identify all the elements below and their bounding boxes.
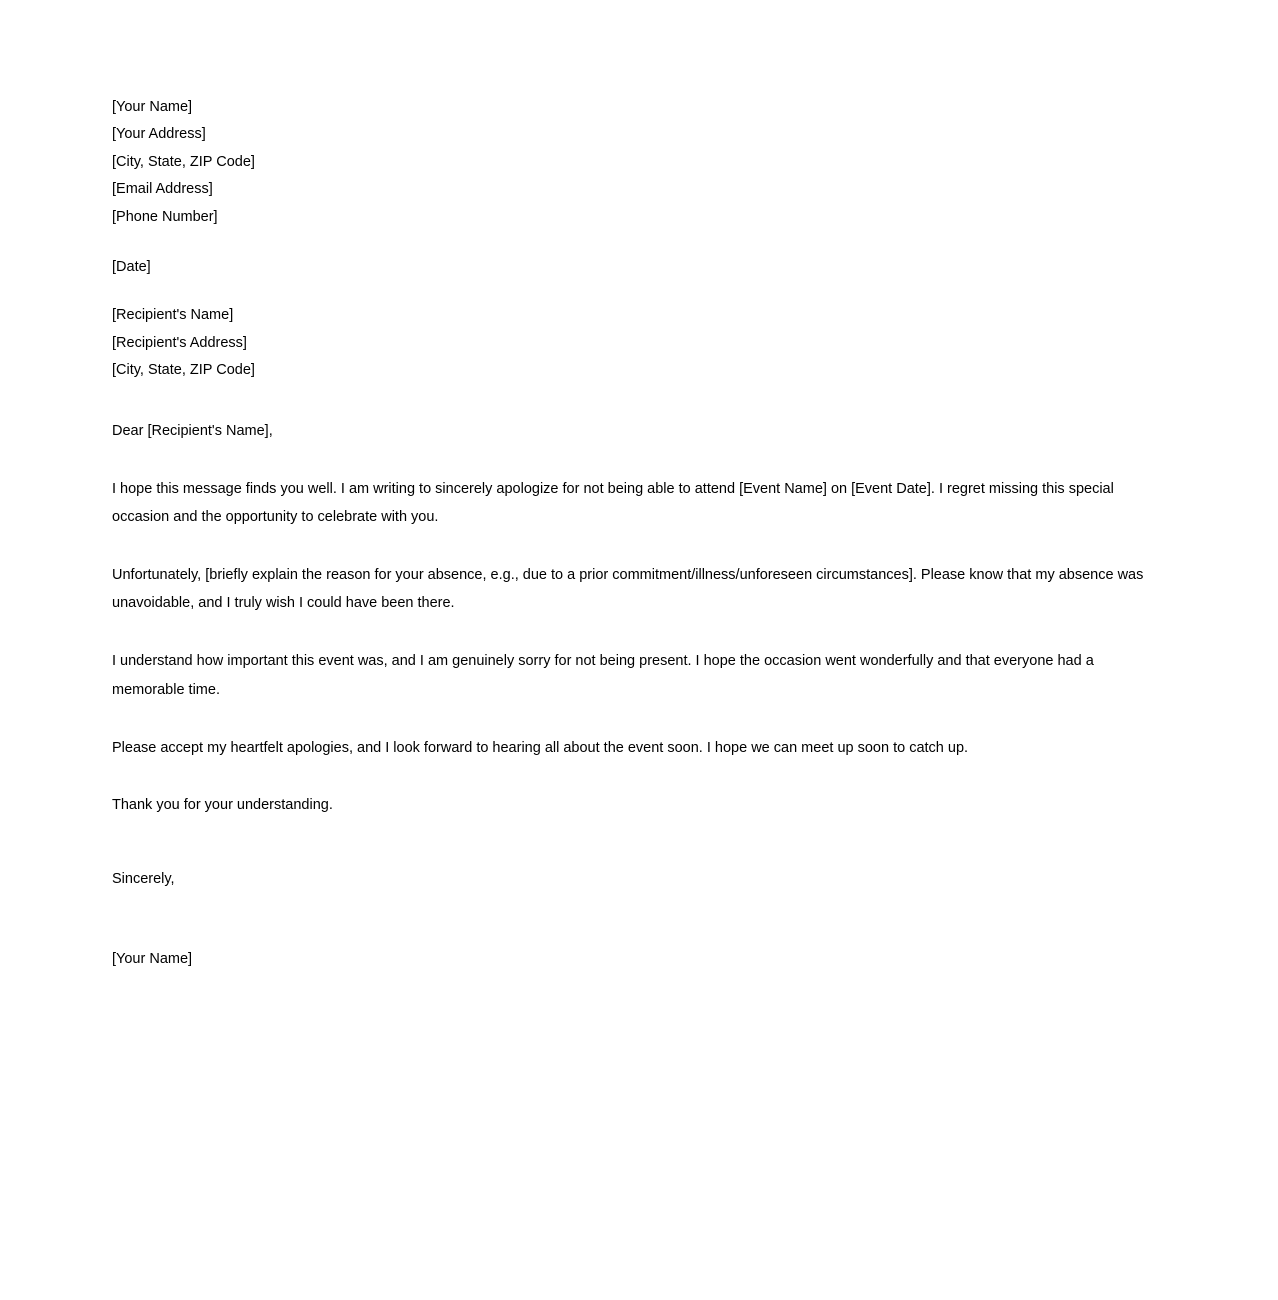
recipient-city-state-zip: [City, State, ZIP Code] (112, 362, 255, 379)
body-paragraph-3: I understand how important this event was, and I am genuinely sorry for not being present. I hope the occasion went wonderfully and that everyone had a memorable time. (112, 653, 1094, 698)
body-paragraph-2: Unfortunately, [briefly explain the reason for your absence, e.g., due to a prior commitment/illness/unforeseen circumstances]. Please know that my absence was unavoidable, and I truly wish I could have been there. (112, 567, 1144, 612)
sender-name: [Your Name] (112, 99, 193, 115)
signature-name: [Your Name] (112, 951, 193, 968)
recipient-name: [Recipient's Name] (112, 307, 234, 324)
sender-city-state-zip: [City, State, ZIP Code] (112, 153, 255, 170)
spacer-after-recipient (112, 385, 1158, 417)
spacer-p1-p2 (112, 531, 1158, 561)
body-paragraph-4: Please accept my heartfelt apologies, and I look forward to hearing all about the event soon. I hope we can meet up soon to catch up. (112, 739, 969, 756)
valediction: Sincerely, (112, 871, 175, 888)
spacer-after-date (112, 281, 1158, 302)
spacer-after-sender (112, 231, 1158, 254)
signature-space (112, 893, 1158, 945)
letter-body (112, 94, 1158, 973)
spacer-p3-p4 (112, 704, 1158, 734)
sender-email: [Email Address] (112, 181, 213, 198)
spacer-p2-p3 (112, 617, 1158, 647)
recipient-address: [Recipient's Address] (112, 334, 247, 351)
sender-address-block (112, 94, 1158, 231)
spacer-p4-p5 (112, 762, 1158, 791)
sender-phone: [Phone Number] (112, 208, 218, 225)
salutation: Dear [Recipient's Name], (112, 422, 273, 439)
spacer-after-salutation (112, 445, 1158, 475)
letter-date: [Date] (112, 259, 151, 276)
sender-address: [Your Address] (112, 126, 206, 143)
date-block (112, 254, 1158, 281)
spacer-before-closing (112, 819, 1158, 865)
body-paragraph-5: Thank you for your understanding. (112, 797, 333, 814)
body-paragraph-1: I hope this message finds you well. I am writing to sincerely apologize for not being able to attend [Event Name] on [Event Date]. I regret missing this special occasion and the opportunity to celebrate with you. (112, 480, 1114, 525)
recipient-address-block (112, 302, 1158, 384)
